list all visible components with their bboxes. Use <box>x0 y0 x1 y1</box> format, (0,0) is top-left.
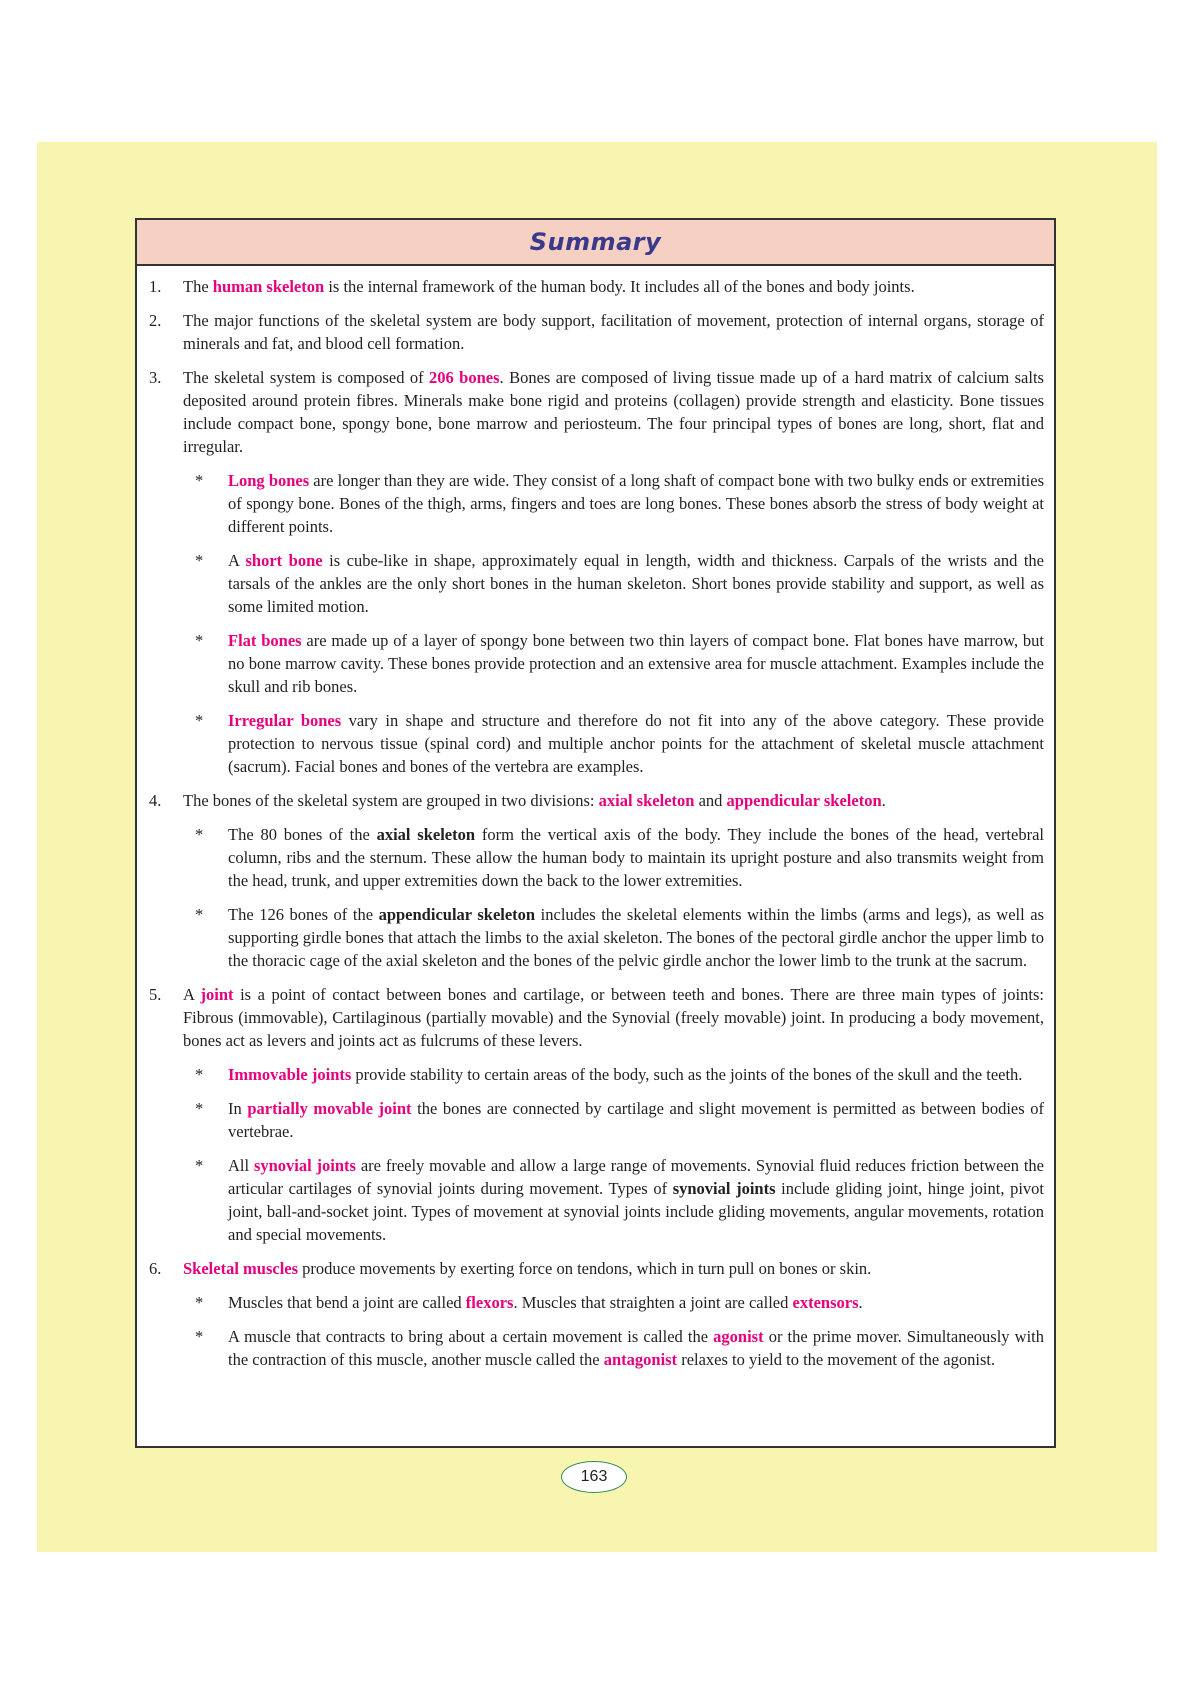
bullet-star: * <box>195 825 204 844</box>
summary-subitem: * A muscle that contracts to bring about a certain movement is called the agonist or the prime mover. Simultaneously with the contraction of this muscle, another muscle called the antagonist relaxes to yield to the movement of the agonist. <box>183 1325 1044 1371</box>
bullet-star: * <box>195 1293 204 1312</box>
page-number: 163 <box>561 1461 627 1493</box>
key-term: synovial joints <box>253 1156 356 1175</box>
summary-subitem: * Long bones are longer than they are wide. They consist of a long shaft of compact bone with two bulky ends or extremities of spongy bone. Bones of the thigh, arms, fingers and toes are long bones. These bones absorb the stress of body weight at different points. <box>183 469 1044 538</box>
key-term: appendicular skeleton <box>726 791 882 810</box>
summary-box <box>135 218 1056 1448</box>
summary-content <box>137 266 1054 1371</box>
bullet-star: * <box>195 1099 204 1118</box>
bullet-star: * <box>195 711 204 730</box>
summary-subitem: * Irregular bones vary in shape and structure and therefore do not fit into any of the above category. These provide protection to nervous tissue (spinal cord) and multiple anchor points for the attachment of skeletal muscle attachment (sacrum). Facial bones and bones of the vertebra are examples. <box>183 709 1044 778</box>
key-term: extensors <box>792 1293 859 1312</box>
summary-subitem: * Muscles that bend a joint are called flexors. Muscles that straighten a joint are called extensors. <box>183 1291 1044 1314</box>
key-term: joint <box>200 985 234 1004</box>
key-term: Skeletal muscles <box>183 1259 299 1278</box>
bullet-star: * <box>195 1327 204 1346</box>
key-term: human skeleton <box>212 277 325 296</box>
bullet-star: * <box>195 631 204 650</box>
summary-item: 1. The human skeleton is the internal framework of the human body. It includes all of the bones and body joints. <box>149 277 915 296</box>
bullet-star: * <box>195 1065 204 1084</box>
bullet-star: * <box>195 1156 204 1175</box>
summary-subitem: * Immovable joints provide stability to certain areas of the body, such as the joints of the bones of the skull and the teeth. <box>183 1063 1044 1086</box>
summary-subitem: * A short bone is cube-like in shape, approximately equal in length, width and thickness. Carpals of the wrists and the tarsals of the ankles are the only short bones in the human skeleton. Short bones provide stability and support, as well as some limited motion. <box>183 549 1044 618</box>
summary-subitem: * All synovial joints are freely movable and allow a large range of movements. Synovial fluid reduces friction between the articular cartilages of synovial joints during movement. Types of synovial joints include gliding joint, hinge joint, pivot joint, ball-and-socket joint. Types of movement at synovial joints include gliding movements, angular movements, rotation and special movements. <box>183 1154 1044 1246</box>
key-term: Flat bones <box>228 631 302 650</box>
key-term: 206 bones <box>429 368 500 387</box>
key-term: antagonist <box>603 1350 678 1369</box>
key-term: agonist <box>713 1327 764 1346</box>
key-term: partially movable joint <box>247 1099 412 1118</box>
key-term: axial skeleton <box>598 791 695 810</box>
bullet-star: * <box>195 551 204 570</box>
key-term: Immovable joints <box>228 1065 352 1084</box>
key-term: Long bones <box>228 471 310 490</box>
key-term: short bone <box>245 551 323 570</box>
summary-subitem: * In partially movable joint the bones are connected by cartilage and slight movement is permitted as between bodies of vertebrae. <box>183 1097 1044 1143</box>
bullet-star: * <box>195 471 204 490</box>
summary-item: 5. A joint is a point of contact between bones and cartilage, or between teeth and bones. There are three main types of joints: Fibrous (immovable), Cartilaginous (partially movable) and the Synovial (freely movable) joint. In producing a body movement, bones act as levers and joints act as fulcrums of these levers. <box>149 985 1044 1050</box>
summary-item: 6. Skeletal muscles produce movements by exerting force on tendons, which in turn pull on bones or skin. <box>149 1259 872 1278</box>
summary-title: Summary <box>529 228 662 256</box>
summary-item: 3. The skeletal system is composed of 206 bones. Bones are composed of living tissue made up of a hard matrix of calcium salts deposited around protein fibres. Minerals make bone rigid and proteins (collagen) provide strength and elasticity. Bone tissues include compact bone, spongy bone, bone marrow and periosteum. The four principal types of bones are long, short, flat and irregular. <box>149 368 1044 456</box>
summary-header <box>137 220 1054 266</box>
summary-item: 2. The major functions of the skeletal system are body support, facilitation of movement, protection of internal organs, storage of minerals and fat, and blood cell formation. <box>149 311 1044 353</box>
summary-item: 4. The bones of the skeletal system are grouped in two divisions: axial skeleton and appendicular skeleton. <box>149 791 886 810</box>
key-term: Irregular bones <box>228 711 342 730</box>
summary-subitem: * The 80 bones of the axial skeleton form the vertical axis of the body. They include the bones of the head, vertebral column, ribs and the sternum. These allow the human body to maintain its upright posture and also transmits weight from the head, trunk, and upper extremities down the back to the lower extremities. <box>183 823 1044 892</box>
summary-subitem: * Flat bones are made up of a layer of spongy bone between two thin layers of compact bone. Flat bones have marrow, but no bone marrow cavity. These bones provide protection and an extensive area for muscle attachment. Examples include the skull and rib bones. <box>183 629 1044 698</box>
key-term: flexors <box>465 1293 514 1312</box>
bullet-star: * <box>195 905 204 924</box>
summary-subitem: * The 126 bones of the appendicular skeleton includes the skeletal elements within the limbs (arms and legs), as well as supporting girdle bones that attach the limbs to the axial skeleton. The bones of the pectoral girdle anchor the upper limb to the thoracic cage of the axial skeleton and the bones of the pelvic girdle anchor the lower limb to the trunk at the sacrum. <box>183 903 1044 972</box>
